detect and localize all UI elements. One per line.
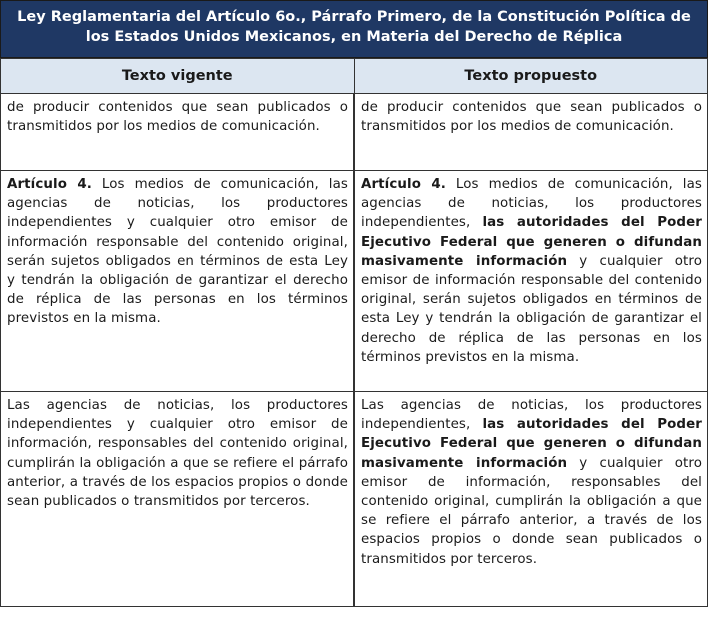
header-row (1, 59, 708, 94)
table-row (1, 94, 708, 171)
bold-text-segment: las autoridades del Poder Ejecutivo Federal que generen o difundan masivamente información (361, 417, 702, 471)
bold-text-segment: Artículo 4. (7, 177, 92, 192)
cell-proposed-3 (354, 392, 708, 607)
bold-text-segment: las autoridades del Poder Ejecutivo Federal que generen o difundan masivamente información (361, 215, 702, 269)
cell-current-2 (1, 171, 355, 392)
table-row (1, 171, 708, 392)
cell-current-1 (1, 94, 355, 171)
text-segment: de producir contenidos que sean publicados o transmitidos por los medios de comunicación. (361, 100, 702, 135)
cell-current-3 (1, 392, 355, 607)
text-segment: y cualquier otro emisor de información responsable del contenido original, serán sujetos obligados en términos de esta Ley y tendrán la obligación de garantizar el derecho de réplica de las personas en los términos previstos en la misma. (361, 253, 703, 365)
table-row (1, 392, 708, 607)
bold-text-segment: Artículo 4. (361, 177, 446, 192)
header-proposed-text: Texto propuesto (354, 59, 708, 94)
text-segment: Los medios de comunicación, las agencias de noticias, los productores independientes, (361, 177, 702, 231)
text-segment: Las agencias de noticias, los productores independientes, (361, 398, 702, 433)
header-current-text: Texto vigente (1, 59, 355, 94)
cell-proposed-2 (354, 171, 708, 392)
text-segment: Las agencias de noticias, los productores independientes y cualquier otro emisor de información, responsables del contenido original, cumplirán la obligación a que se refiere el párrafo anterior, a través de los espacios propios o donde sean publicados o transmitidos por terceros. (7, 398, 348, 510)
comparison-table (0, 58, 708, 607)
text-segment: de producir contenidos que sean publicados o transmitidos por los medios de comunicación. (7, 100, 348, 135)
text-segment: y cualquier otro emisor de información, responsables del contenido original, cumplirán la obligación a que se refiere el párrafo anterior, a través de los espacios propios o donde sean publicados o transmitidos por terceros. (361, 455, 703, 567)
table-title: Ley Reglamentaria del Artículo 6o., Párrafo Primero, de la Constitución Política de los Estados Unidos Mexicanos, en Materia del Derecho de Réplica (0, 0, 708, 58)
cell-proposed-1 (354, 94, 708, 171)
text-segment: Los medios de comunicación, las agencias de noticias, los productores independientes y cualquier otro emisor de información responsable del contenido original, serán sujetos obligados en términos de esta Ley y tendrán la obligación de garantizar el derecho de réplica de las personas en los términos previstos en la misma. (7, 177, 348, 327)
